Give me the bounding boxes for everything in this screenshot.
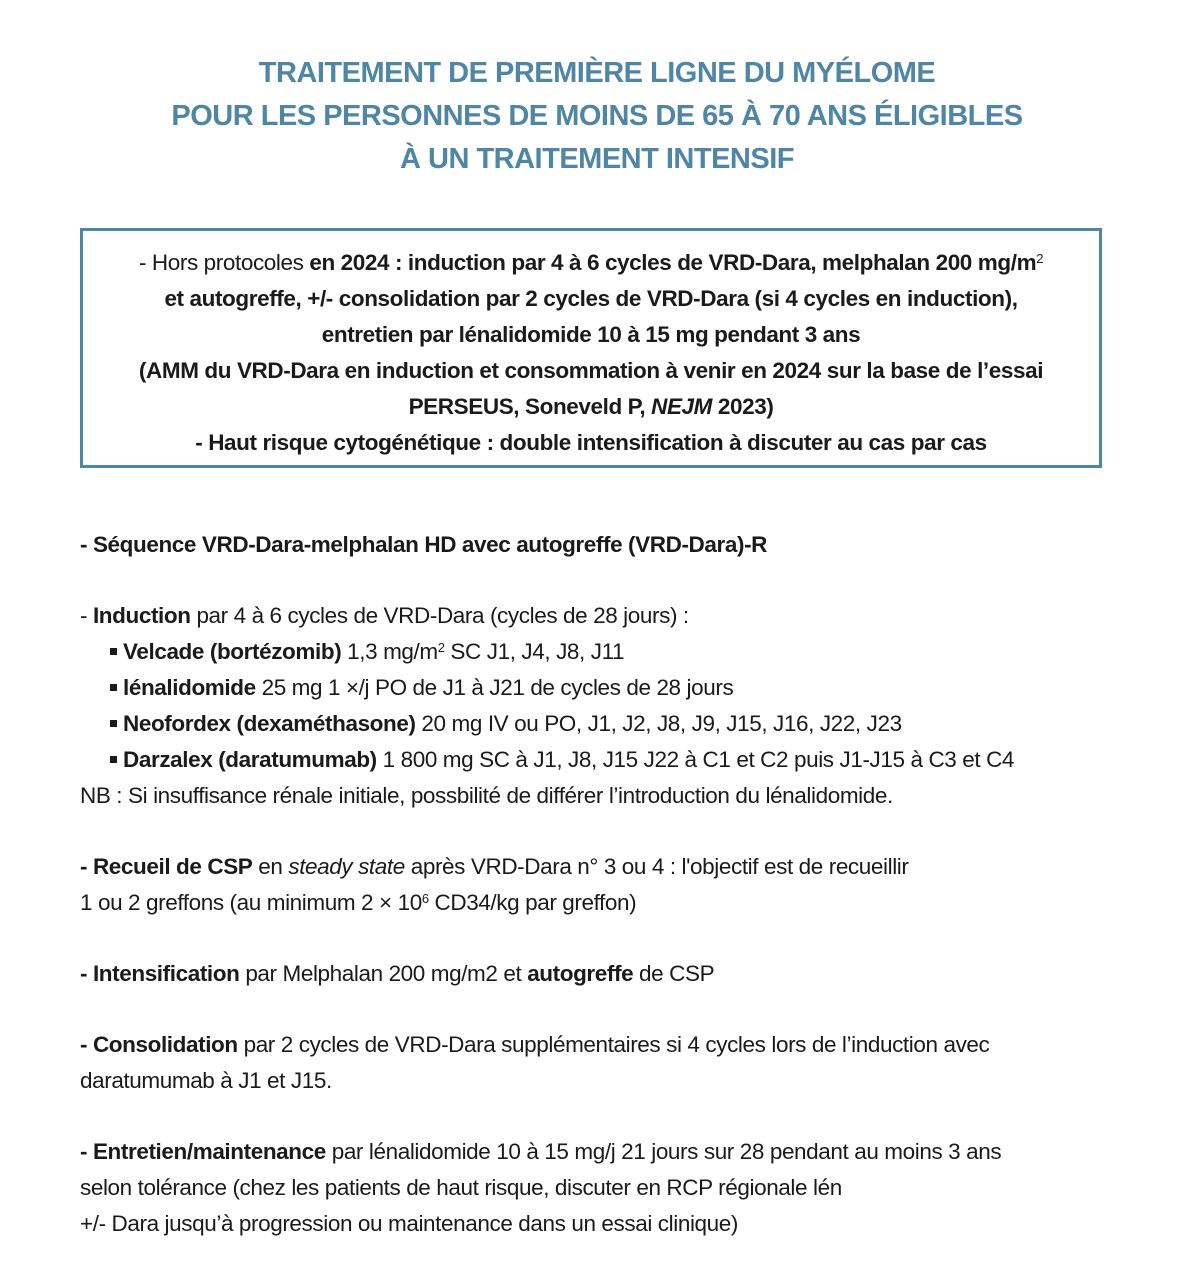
box-line-3: entretien par lénalidomide 10 à 15 mg pendant 3 ans — [321, 322, 861, 347]
list-item: Velcade (bortézomib) 1,3 $mg/m^2$ SC J1, J4, J8, J11 — [80, 634, 1140, 670]
entretien-paragraph-line-3: +/- Dara jusqu’à progression ou maintenance dans un essai clinique) — [80, 1211, 738, 1236]
list-item: lénalidomide 25 mg 1 ×/j PO de J1 à J21 de cycles de 28 jours — [80, 670, 1140, 706]
intensification-paragraph: - Intensification par Melphalan 200 mg/m2 et autogreffe de CSP — [80, 961, 715, 986]
summary-box — [80, 228, 1102, 468]
consolidation-paragraph-line-2: daratumumab à J1 et J15. — [80, 1068, 332, 1093]
recueil-paragraph-line-2: 1 ou 2 greffons (au minimum $2 \times 10^6$ CD34/kg par greffon) — [80, 890, 637, 915]
list-item: Darzalex (daratumumab) 1 800 mg SC à J1, J8, J15 J22 à C1 et C2 puis J1-J15 à C3 et C4 — [80, 742, 1140, 778]
recueil-paragraph: - Recueil de CSP en steady state après VRD-Dara n° 3 ou 4 : l'objectif est de recueillir — [80, 854, 909, 879]
box-line-5: PERSEUS, Soneveld P, NEJM 2023) — [408, 394, 774, 419]
induction-heading: - Induction par 4 à 6 cycles de VRD-Dara (cycles de 28 jours) : — [80, 603, 689, 628]
box-line-6: - Haut risque cytogénétique : double intensification à discuter au cas par cas — [195, 430, 987, 455]
main-content — [80, 527, 1140, 1242]
entretien-paragraph-line-2: selon tolérance (chez les patients de haut risque, discuter en RCP régionale lén — [80, 1175, 842, 1200]
title-line-3: À UN TRAITEMENT INTENSIF — [400, 143, 794, 175]
box-line-4: (AMM du VRD-Dara en induction et consommation à venir en 2024 sur la base de l’essai — [138, 358, 1044, 383]
title-line-2: POUR LES PERSONNES DE MOINS DE 65 À 70 ANS ÉLIGIBLES — [171, 100, 1023, 132]
page-title — [0, 52, 1194, 181]
bullet-icon — [110, 756, 117, 763]
bullet-icon — [110, 684, 117, 691]
induction-note: NB : Si insuffisance rénale initiale, possbilité de différer l’introduction du lénalidomide. — [80, 783, 893, 808]
list-item: Neofordex (dexaméthasone) 20 mg IV ou PO, J1, J2, J8, J9, J15, J16, J22, J23 — [80, 706, 1140, 742]
bullet-icon — [110, 648, 117, 655]
entretien-paragraph: - Entretien/maintenance par lénalidomide 10 à 15 mg/j 21 jours sur 28 pendant au moins 3 ans — [80, 1139, 1002, 1164]
consolidation-paragraph: - Consolidation par 2 cycles de VRD-Dara supplémentaires si 4 cycles lors de l’induction avec — [80, 1032, 990, 1057]
bullet-icon — [110, 720, 117, 727]
title-line-1: TRAITEMENT DE PREMIÈRE LIGNE DU MYÉLOME — [258, 57, 936, 89]
box-line-1: - Hors protocoles en 2024 : induction par 4 à 6 cycles de VRD-Dara, melphalan 200 $mg/m^2$ — [138, 250, 1044, 275]
box-line-2: et autogreffe, +/- consolidation par 2 cycles de VRD-Dara (si 4 cycles en induction), — [164, 286, 1018, 311]
sequence-heading: - Séquence VRD-Dara-melphalan HD avec autogreffe (VRD-Dara)-R — [80, 532, 768, 557]
